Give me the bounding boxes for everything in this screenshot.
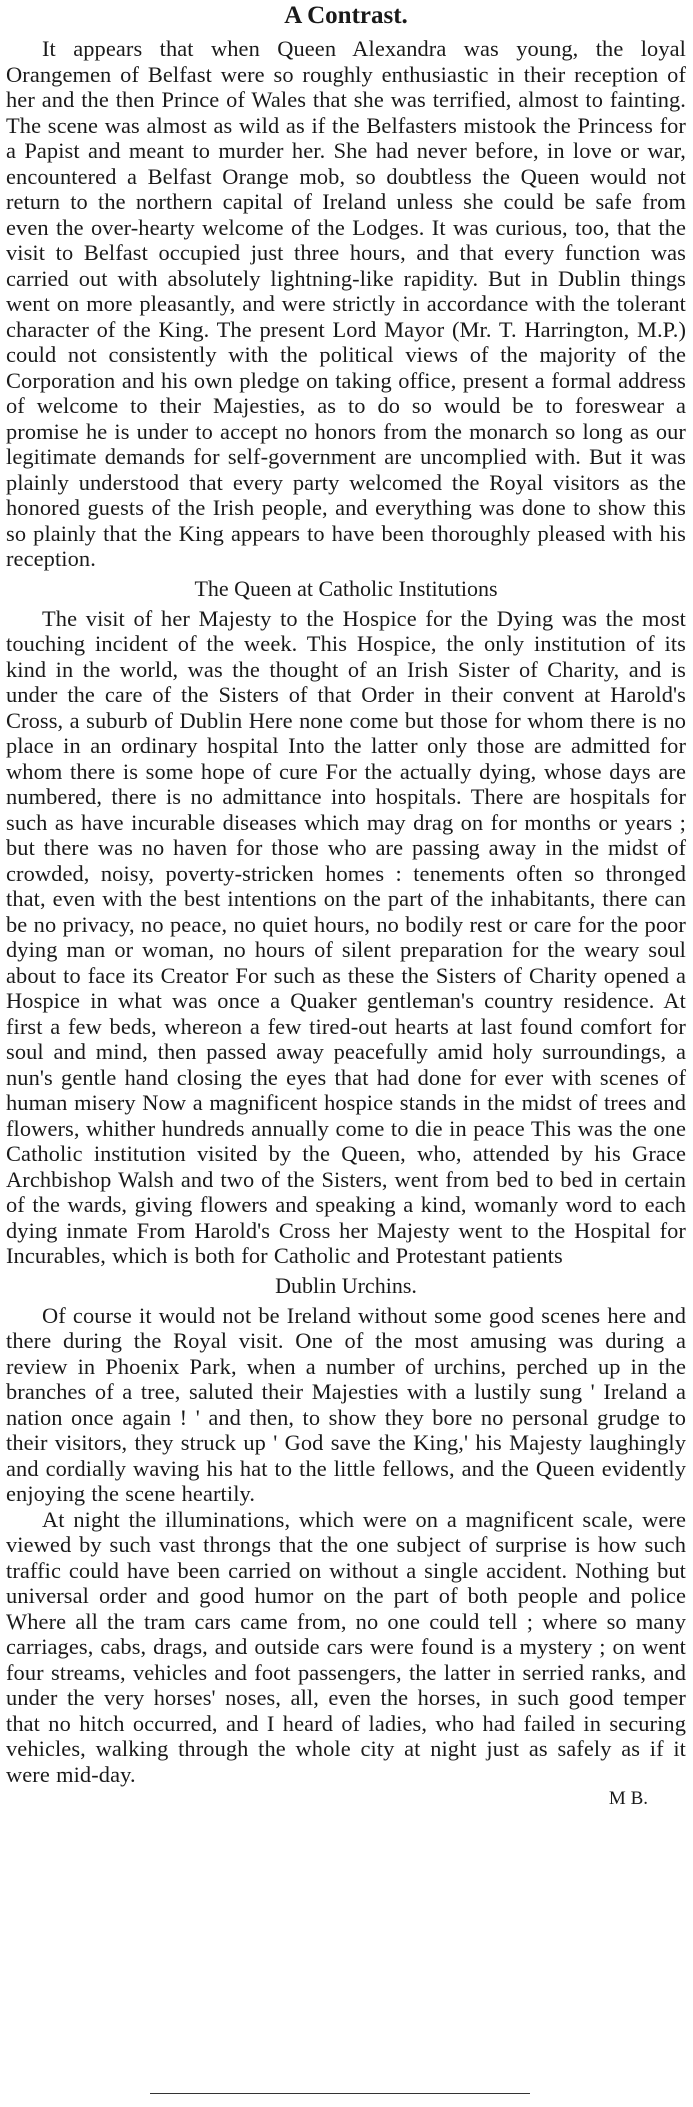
section-heading: Dublin Urchins. — [275, 1272, 417, 1298]
author-signature: M B. — [608, 1788, 648, 1809]
article — [6, 0, 686, 1811]
article-paragraph: It appears that when Queen Alexandra was young, the loyal Orangemen of Belfast were so roughly enthusiastic in their reception of her and the then Prince of Wales that she was terrified, almost to fainting. The scene was almost as wild as if the Belfasters mistook the Princess for a Papist and meant to murder her. She had never before, in love or war, encountered a Belfast Orange mob, so doubtless the Queen would not return to the northern capital of Ireland unless she could be safe from even the over-hearty welcome of the Lodges. It was curious, too, that the visit to Belfast occupied just three hours, and that every function was carried out with absolutely lightning-like rapidity. But in Dublin things went on more pleasantly, and were strictly in accordance with the tolerant character of the King. The present Lord Mayor (Mr. T. Harrington, M.P.) could not consistently with the political views of the majority of the Corporation and his own pledge on taking office, present a formal address of welcome to their Majesties, as to do so would be to foreswear a promise he is under to accept no honors from the monarch so long as our legitimate demands for self-government are uncomplied with. But it was plainly understood that every party welcomed the Royal visitors as the honored guests of the Irish people, and everything was done to show this so plainly that the King appears to have been thoroughly pleased with his reception. — [6, 36, 686, 571]
article-paragraph: The visit of her Majesty to the Hospice for the Dying was the most touching incident of the week. This Hospice, the only institution of its kind in the world, was the thought of an Irish Sister of Charity, and is under the care of the Sisters of that Order in their convent at Harold's Cross, a suburb of Dublin Here none come but those for whom there is no place in an ordinary hospital Into the latter only those are admitted for whom there is some hope of cure For the actually dying, whose days are numbered, there is no admittance into hospitals. There are hospitals for such as have incurable diseases which may drag on for months or years ; but there was no haven for those who are passing away in the midst of crowded, noisy, poverty-stricken homes : tenements often so thronged that, even with the best intentions on the part of the inhabitants, there can be no privacy, no peace, no quiet hours, no bodily rest or care for the poor dying man or woman, no hours of silent preparation for the weary soul about to face its Creator For such as these the Sisters of Charity opened a Hospice in what was once a Quaker gentleman's country residence. At first a few beds, whereon a few tired-out hearts at last found comfort for soul and mind, then passed away peacefully amid holy surroundings, a nun's gentle hand closing the eyes that had done for ever with scenes of human misery Now a magnificent hospice stands in the midst of trees and flowers, whither hundreds annually come to die in peace This was the one Catholic institution visited by the Queen, who, attended by his Grace Archbishop Walsh and two of the Sisters, went from bed to bed in certain of the wards, giving flowers and speaking a kind, womanly word to each dying inmate From Harold's Cross her Majesty went to the Hospital for Incurables, which is both for Catholic and Protestant patients — [6, 605, 686, 1268]
closing-rule — [150, 2093, 530, 2094]
article-paragraph: At night the illuminations, which were on a magnificent scale, were viewed by such vast throngs that the one subject of surprise is how such traffic could have been carried on without a single accident. Nothing but universal order and good humor on the part of both people and police Where all the tram cars came from, no one could tell ; where so many carriages, cabs, drags, and outside cars were found is a mystery ; on went four streams, vehicles and foot passengers, the latter in serried ranks, and under the very horses' noses, all, even the horses, in such good temper that no hitch occurred, and I heard of ladies, who had failed in securing vehicles, walking through the whole city at night just as safely as if it were mid-day. — [6, 1506, 686, 1787]
article-title: A Contrast. — [284, 2, 408, 29]
article-paragraph: Of course it would not be Ireland without some good scenes here and there during the Royal visit. One of the most amusing was during a review in Phoenix Park, when a number of urchins, perched up in the branches of a tree, saluted their Majesties with a lustily sung ' Ireland a nation once again ! ' and then, to show they bore no personal grudge to their visitors, they struck up ' God save the King,' his Majesty laughingly and cordially waving his hat to the little fellows, and the Queen evidently enjoying the scene heartily. — [6, 1302, 686, 1506]
section-heading: The Queen at Catholic Institutions — [194, 575, 498, 601]
